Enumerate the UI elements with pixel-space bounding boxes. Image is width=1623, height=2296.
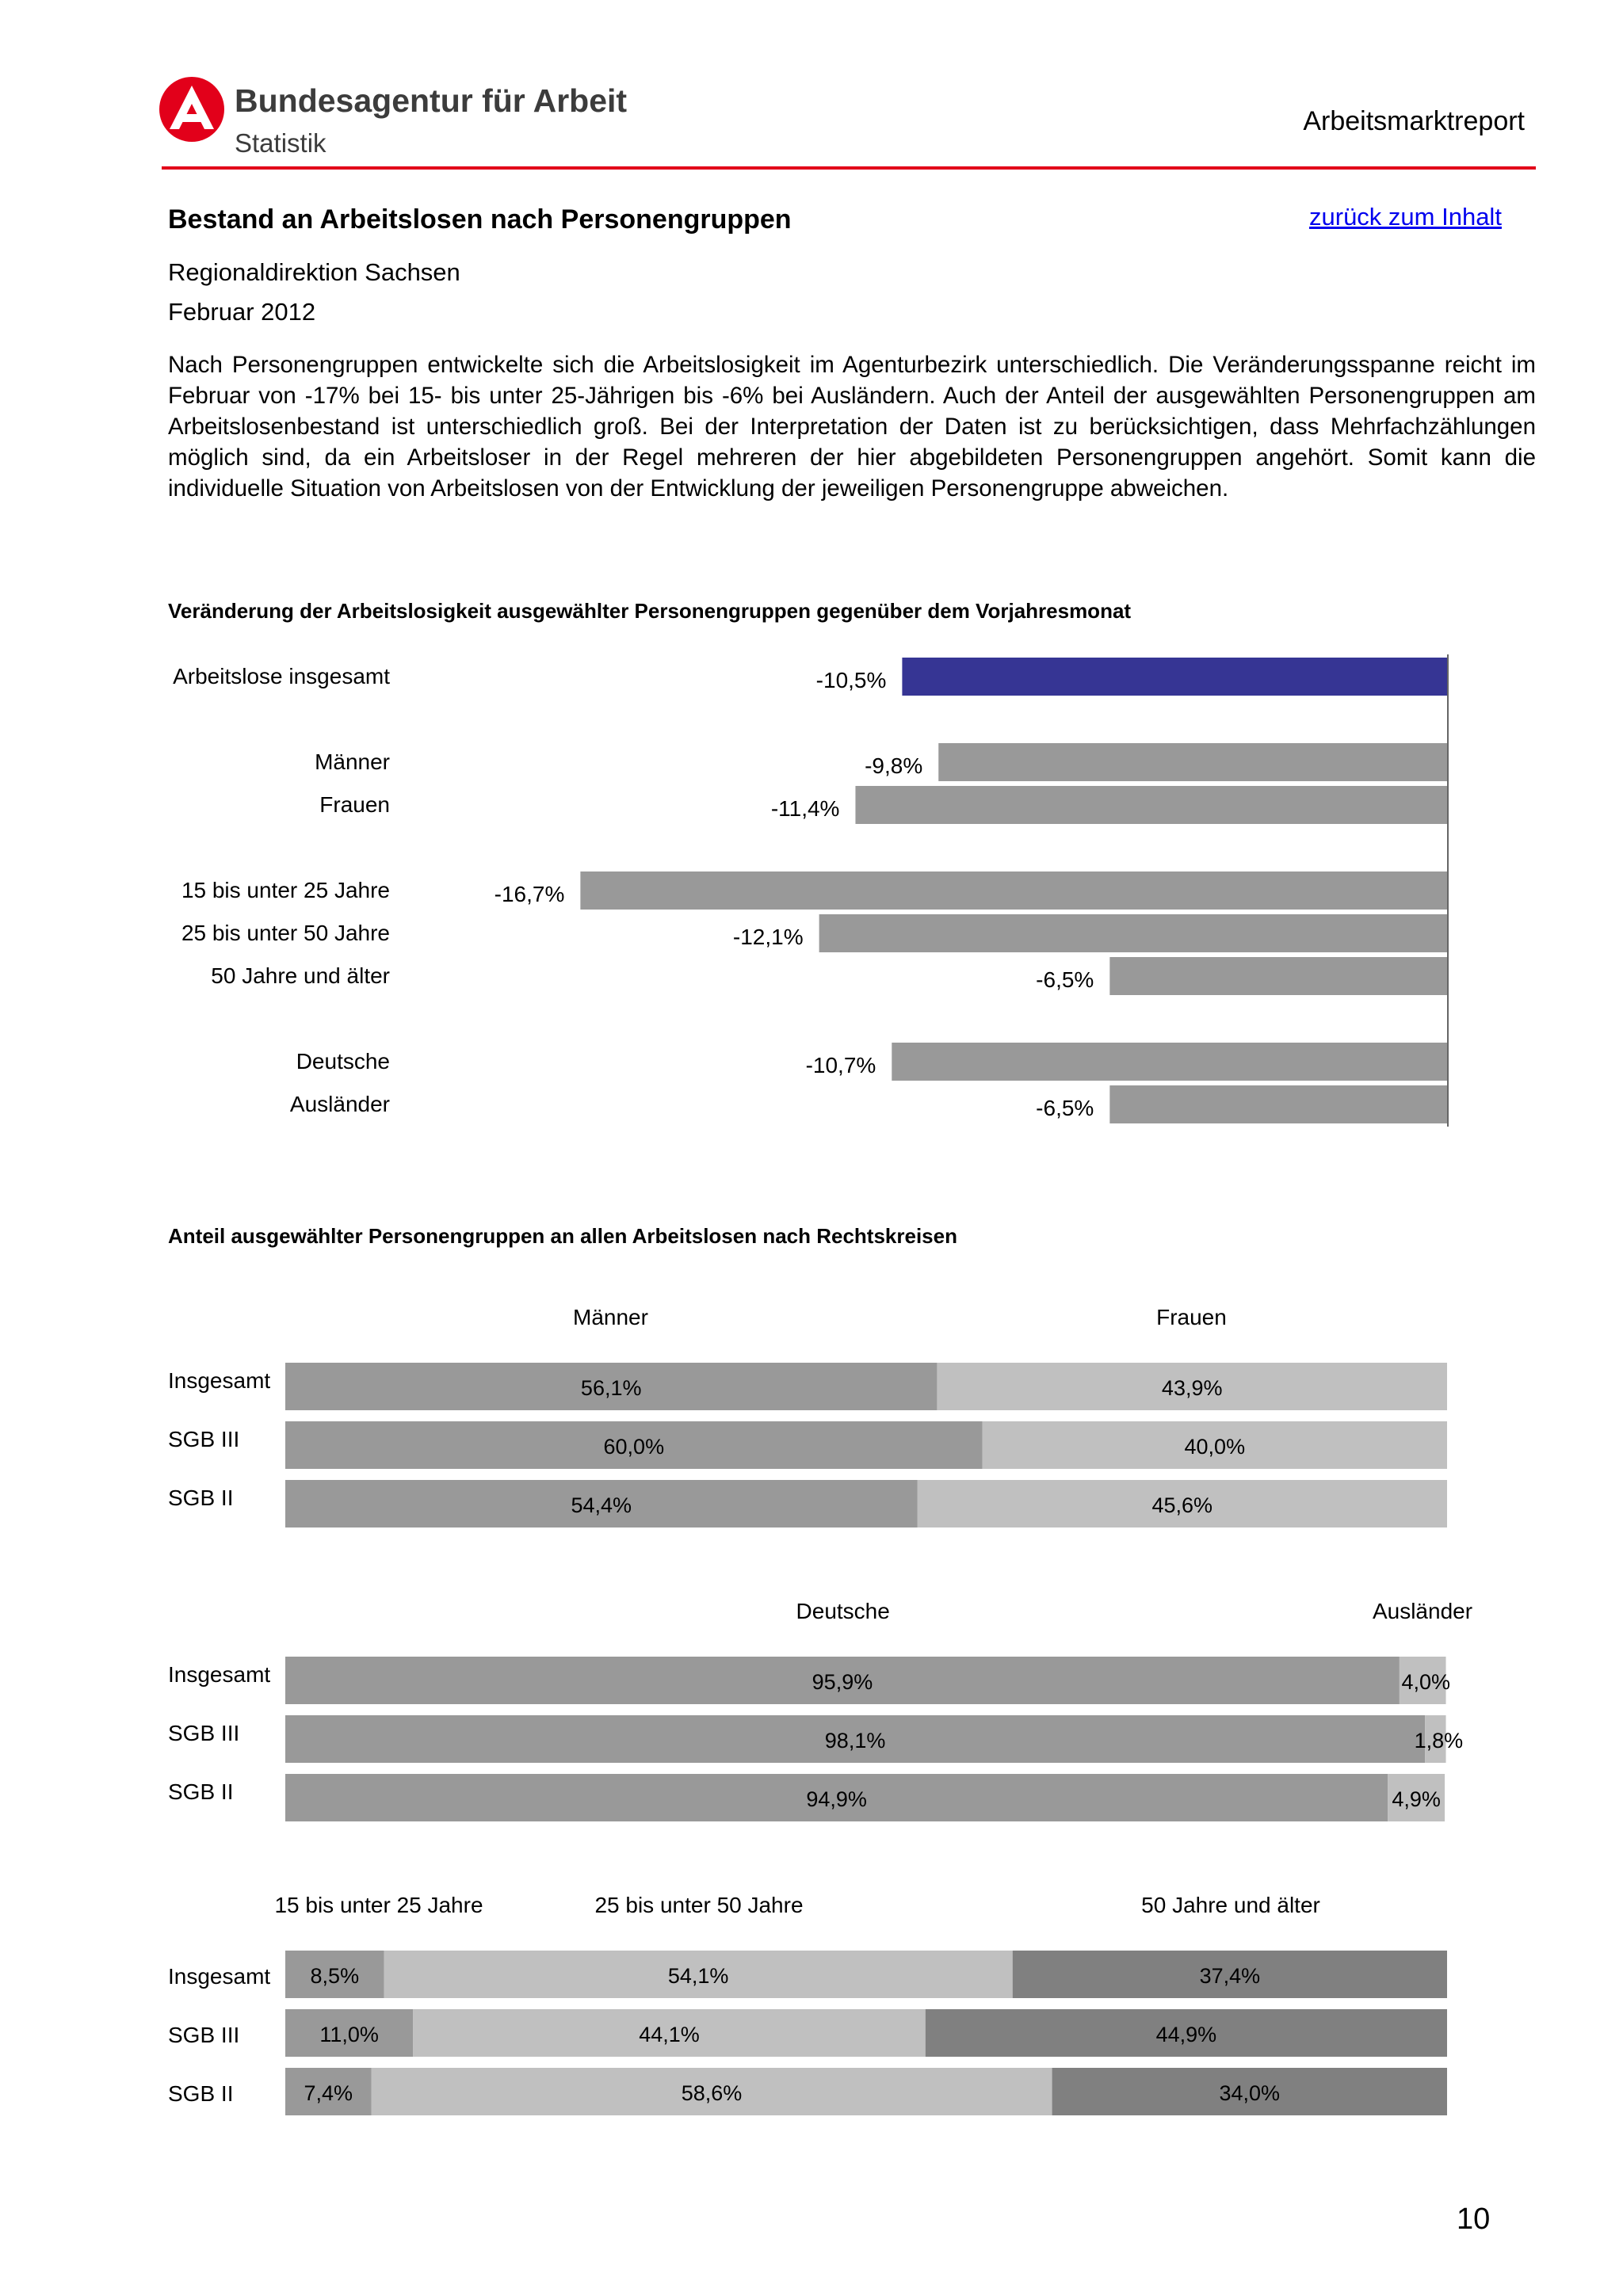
row-label: Insgesamt (168, 1662, 271, 1687)
back-to-contents-link[interactable]: zurück zum Inhalt (1309, 203, 1502, 231)
data-label: -10,7% (805, 1053, 876, 1077)
segment-label: 94,9% (806, 1787, 867, 1811)
row-label: SGB III (168, 1721, 240, 1745)
segment-label: 43,9% (1161, 1376, 1223, 1400)
segment-label: 54,4% (571, 1493, 632, 1517)
data-label: -10,5% (815, 668, 887, 692)
series-header: Deutsche (796, 1599, 890, 1623)
segment-label: 45,6% (1151, 1493, 1213, 1517)
category-label: Ausländer (289, 1092, 390, 1116)
series-header: 15 bis unter 25 Jahre (274, 1893, 483, 1917)
segment-label: 34,0% (1219, 2081, 1281, 2105)
brand-name: Bundesagentur für Arbeit (235, 82, 628, 119)
category-label: Männer (315, 749, 390, 774)
page-title: Bestand an Arbeitslosen nach Personengruppen (168, 204, 792, 235)
report-title: Arbeitsmarktreport (1303, 106, 1525, 136)
row-label: SGB II (168, 1779, 234, 1804)
page-number: 10 (1457, 2203, 1491, 2236)
series-header: Ausländer (1372, 1599, 1473, 1623)
segment-label: 1,8% (1414, 1729, 1464, 1753)
series-header: Männer (573, 1305, 648, 1329)
chart2-title: Anteil ausgewählter Personengruppen an allen Arbeitslosen nach Rechtskreisen (168, 1224, 957, 1248)
segment-label: 54,1% (667, 1964, 729, 1988)
intro-paragraph: Nach Personengruppen entwickelte sich die Arbeitslosigkeit im Agenturbezirk unterschiedlich. Die Veränderungsspanne reicht im Februar von -17% bei 15- bis unter 25-Jährigen bis -6% bei Ausländern. Auch der Anteil der ausgewählten Personengruppen am Arbeitslosenbestand ist unterschiedlich groß. Bei der Interpretation der Daten ist zu berücksichtigen, dass Mehrfachzählungen möglich sind, da ein Arbeitsloser in der Regel mehreren der hier abgebildeten Personengruppen angehört. Somit kann die individuelle Situation von Arbeitslosen von der Entwicklung der jeweiligen Personengruppe abweichen. (168, 352, 1536, 502)
data-label: -12,1% (732, 925, 804, 949)
row-label: SGB III (168, 2023, 240, 2047)
row-label: Insgesamt (168, 1964, 271, 1989)
segment-label: 4,0% (1401, 1670, 1450, 1694)
category-label: 15 bis unter 25 Jahre (181, 878, 390, 902)
data-label: -6,5% (1036, 967, 1094, 992)
segment-label: 58,6% (681, 2081, 743, 2105)
segment-label: 98,1% (824, 1729, 886, 1753)
period-label: Februar 2012 (168, 298, 316, 326)
data-label: -9,8% (865, 753, 923, 778)
row-label: SGB II (168, 1486, 234, 1510)
category-label: Frauen (319, 792, 390, 817)
brand-subtitle: Statistik (235, 128, 327, 158)
segment-label: 44,1% (639, 2023, 700, 2046)
region-label: Regionaldirektion Sachsen (168, 258, 460, 286)
segment-label: 95,9% (812, 1670, 873, 1694)
category-label: Deutsche (296, 1049, 390, 1074)
segment-label: 8,5% (310, 1964, 360, 1988)
series-header: Frauen (1156, 1305, 1227, 1329)
segment-label: 11,0% (319, 2023, 379, 2046)
category-label: 25 bis unter 50 Jahre (181, 921, 390, 945)
segment-label: 40,0% (1184, 1435, 1246, 1459)
segment-label: 44,9% (1155, 2023, 1217, 2046)
row-label: Insgesamt (168, 1368, 271, 1393)
data-label: -16,7% (494, 882, 565, 906)
data-label: -6,5% (1036, 1096, 1094, 1120)
row-label: SGB III (168, 1427, 240, 1451)
category-label: 50 Jahre und älter (211, 963, 390, 988)
data-label: -11,4% (770, 796, 840, 821)
category-label: Arbeitslose insgesamt (173, 664, 390, 688)
series-header: 50 Jahre und älter (1141, 1893, 1320, 1917)
series-header: 25 bis unter 50 Jahre (594, 1893, 804, 1917)
segment-label: 4,9% (1392, 1787, 1441, 1811)
chart1-title: Veränderung der Arbeitslosigkeit ausgewählter Personengruppen gegenüber dem Vorjahresmonat (168, 599, 1132, 623)
segment-label: 37,4% (1199, 1964, 1261, 1988)
segment-label: 56,1% (580, 1376, 642, 1400)
segment-label: 60,0% (603, 1435, 665, 1459)
segment-label: 7,4% (304, 2081, 353, 2105)
row-label: SGB II (168, 2081, 234, 2106)
